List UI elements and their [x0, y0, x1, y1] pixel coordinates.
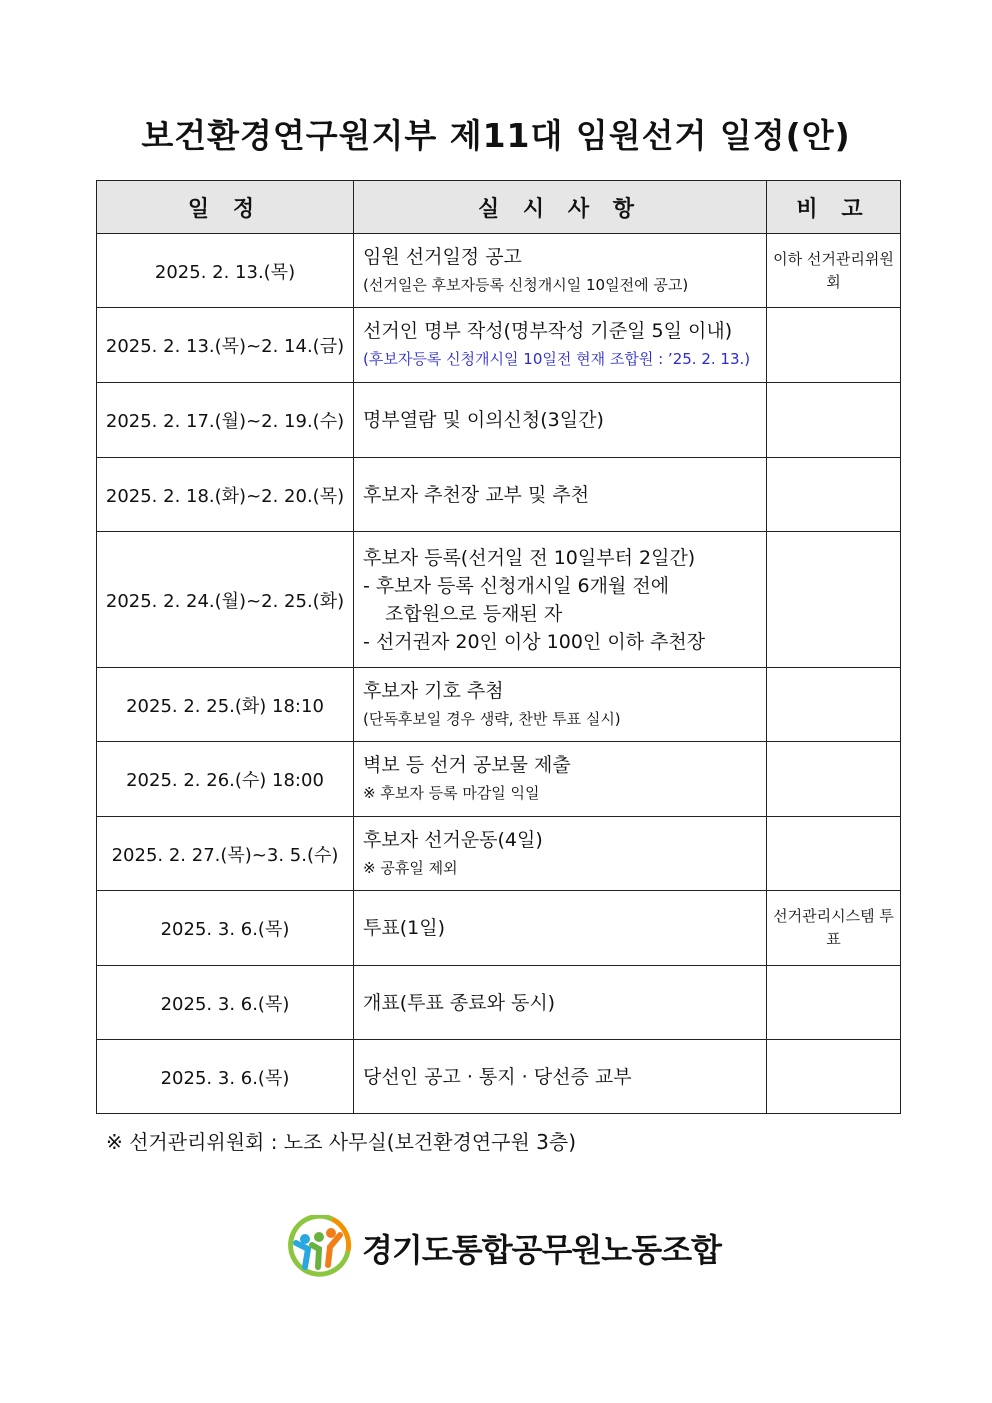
row-date: 2025. 2. 25.(화) 18:10	[97, 668, 354, 742]
row-date: 2025. 2. 26.(수) 18:00	[97, 742, 354, 817]
row-date: 2025. 2. 27.(목)~3. 5.(수)	[97, 817, 354, 891]
union-name: 경기도통합공무원노동조합	[362, 1231, 721, 1269]
row-date: 2025. 3. 6.(목)	[97, 891, 354, 966]
activity-line: 개표(투표 종료와 동시)	[363, 991, 556, 1014]
row-note	[767, 742, 901, 817]
activity-subnote: ※ 공휴일 제외	[363, 858, 458, 877]
row-activity	[354, 817, 767, 891]
row-note	[767, 308, 901, 383]
row-date: 2025. 2. 13.(목)	[97, 234, 354, 308]
row-activity	[354, 458, 767, 532]
activity-line: 당선인 공고 · 통지 · 당선증 교부	[363, 1065, 632, 1088]
footer-note: ※ 선거관리위원회 : 노조 사무실(보건환경연구원 3층)	[106, 1130, 577, 1154]
activity-line: 벽보 등 선거 공보물 제출	[363, 754, 571, 776]
row-activity	[354, 383, 767, 458]
activity-subnote: (후보자등록 신청개시일 10일전 현재 조합원 : ’25. 2. 13.)	[363, 350, 751, 368]
row-note: 이하 선거관리위원회	[767, 234, 901, 308]
row-note	[767, 383, 901, 458]
activity-line: 선거인 명부 작성(명부작성 기준일 5일 이내)	[363, 320, 733, 342]
union-logo	[288, 1215, 721, 1281]
activity-line: 조합원으로 등재된 자	[385, 602, 563, 625]
activity-line: 투표(1일)	[363, 917, 445, 939]
row-activity	[354, 966, 767, 1040]
row-note	[767, 532, 901, 668]
row-date: 2025. 2. 17.(월)~2. 19.(수)	[97, 383, 354, 458]
table-row	[97, 817, 901, 891]
row-activity	[354, 1040, 767, 1114]
row-activity	[354, 308, 767, 383]
union-logo-icon	[288, 1215, 352, 1281]
activity-line: 후보자 선거운동(4일)	[363, 828, 543, 851]
header-date: 일 정	[97, 181, 354, 234]
row-date: 2025. 2. 24.(월)~2. 25.(화)	[97, 532, 354, 668]
table-row	[97, 532, 901, 668]
table-row	[97, 742, 901, 817]
row-date: 2025. 3. 6.(목)	[97, 1040, 354, 1114]
activity-line: 임원 선거일정 공고	[363, 245, 522, 268]
row-activity	[354, 668, 767, 742]
row-note: 선거관리시스템 투표	[767, 891, 901, 966]
activity-line: - 선거권자 20인 이상 100인 이하 추천장	[363, 630, 706, 653]
table-row	[97, 1040, 901, 1114]
activity-subnote: (단독후보일 경우 생략, 찬반 투표 실시)	[363, 709, 621, 728]
row-activity	[354, 891, 767, 966]
activity-subnote: ※ 후보자 등록 마감일 익일	[363, 784, 540, 802]
row-note	[767, 1040, 901, 1114]
table-row	[97, 383, 901, 458]
row-date: 2025. 3. 6.(목)	[97, 966, 354, 1040]
row-activity	[354, 234, 767, 308]
activity-line: 명부열람 및 이의신청(3일간)	[363, 409, 604, 431]
table-row	[97, 891, 901, 966]
row-note	[767, 966, 901, 1040]
header-note: 비 고	[767, 181, 901, 234]
table-row	[97, 308, 901, 383]
activity-line: 후보자 등록(선거일 전 10일부터 2일간)	[363, 546, 696, 569]
header-activity: 실 시 사 항	[354, 181, 767, 234]
schedule-table	[96, 180, 901, 1114]
table-row	[97, 234, 901, 308]
row-activity	[354, 742, 767, 817]
table-row	[97, 966, 901, 1040]
page-title: 보건환경연구원지부 제11대 임원선거 일정(안)	[141, 116, 851, 155]
row-note	[767, 817, 901, 891]
row-note	[767, 668, 901, 742]
activity-line: - 후보자 등록 신청개시일 6개월 전에	[363, 574, 670, 597]
activity-subnote: (선거일은 후보자등록 신청개시일 10일전에 공고)	[363, 275, 689, 294]
row-date: 2025. 2. 18.(화)~2. 20.(목)	[97, 458, 354, 532]
row-note	[767, 458, 901, 532]
table-row	[97, 458, 901, 532]
row-date: 2025. 2. 13.(목)~2. 14.(금)	[97, 308, 354, 383]
row-activity	[354, 532, 767, 668]
table-row	[97, 668, 901, 742]
activity-line: 후보자 추천장 교부 및 추천	[363, 483, 590, 506]
activity-line: 후보자 기호 추첨	[363, 679, 504, 702]
